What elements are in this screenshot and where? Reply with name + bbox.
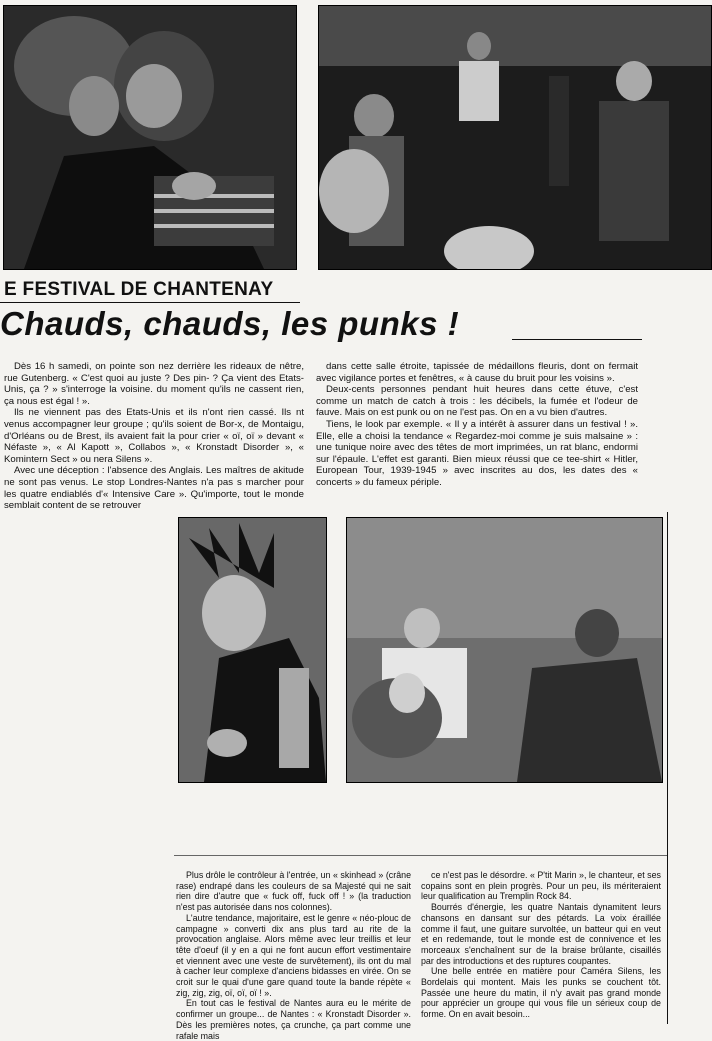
paragraph: ce n'est pas le désordre. « P'tit Marin », le chanteur, et ses copains sont en plein progrès. Pour un peu, ils mériteraient leur qualification au Tremplin Rock 84. — [421, 870, 661, 902]
crowd-dancing-photo — [318, 5, 712, 270]
paragraph: Deux-cents personnes pendant huit heures dans cette étuve, c'est comme un match de catch à trois : les décibels, la fumée et l'odeur de fauve. Mais on est punk ou on ne l'est pas. On en a vu bien d'autres. — [316, 384, 638, 419]
article-headline: Chauds, chauds, les punks ! — [0, 305, 460, 342]
paragraph: Bourrés d'énergie, les quatre Nantais dynamitent leurs chansons en dansant sur des pétards. La voix éraillée comme il faut, une guitare survoltée, un batteur qui en veut et en redemande, tout le monde est de connivence et les morceaux s'enchaînent sur de la braise brûlante, cisaillés par des introductions et des ruptures coupantes. — [421, 902, 661, 966]
section-divider — [174, 855, 667, 856]
top-left-column — [4, 361, 304, 512]
paragraph: En tout cas le festival de Nantes aura eu le mérite de confirmer un groupe... de Nantes : « Kronstadt Disorder ». Dès les premières notes, ça crunche, ça part comme une rafale mais — [176, 998, 411, 1041]
mohawk-skinhead-photo — [178, 517, 327, 783]
article-kicker: E FESTIVAL DE CHANTENAY — [4, 279, 274, 300]
headline-trailing-rule — [512, 339, 642, 340]
paragraph: Avec une déception : l'absence des Anglais. Les maîtres de akitude ne sont pas venus. Le stop Londres-Nantes n'a pas s marcher pour les quatre endiablés d'« Intensive Care ». Qu'importe, tout le monde semblait content de se retrouver — [4, 465, 304, 512]
top-right-column — [316, 361, 638, 489]
paragraph: Une belle entrée en matière pour Caméra Silens, les Bordelais qui montent. Mais les punks se couchent tôt. Passée une heure du matin, il n'y avait pas grand monde pour apprécier un groupe qui vous file un sérieux coup de forme. On en avait besoin... — [421, 966, 661, 1020]
paragraph: dans cette salle étroite, tapissée de médaillons fleuris, dont on fermait avec vigilance portes et fenêtres, « à cause du bruit pour les voisins ». — [316, 361, 638, 384]
paragraph: Plus drôle le contrôleur à l'entrée, un « skinhead » (crâne rase) endrapé dans les couleurs de sa Majesté qui ne sait rien dire d'autre que « fuck off, fuck off ! » (la traduction n'est pas autorisée dans nos colonnes). — [176, 870, 411, 913]
punk-couple-photo — [3, 5, 297, 270]
band-singer-photo — [346, 517, 663, 783]
paragraph: Dès 16 h samedi, on pointe son nez derrière les rideaux de nêtre, rue Gutenberg. « C'est quoi au juste ? Des pin- ? Ça vient des Etats-Unis, ça ? » s'interroge la voisine. du moment qu'ils ne cassent rien, ça nous est égal ! ». — [4, 361, 304, 407]
bottom-right-column — [421, 870, 661, 1020]
paragraph: L'autre tendance, majoritaire, est le genre « néo-plouc de campagne » converti dix ans plus tard au rite de la provocation anglaise. Alors même avec leur treillis et leur tête d'oeuf (il y en a qui ne font aucun effort vestimentaire et viennent avec une veste de survêtement), ils ont du mal à cacher leur complexe d'anciens bidasses en virée. On se croit sur le quai d'une gare quand toute la bande répète « zig, zig, zig, oï, oï, oï ! ». — [176, 912, 411, 998]
column-divider — [667, 512, 668, 1024]
paragraph: Ils ne viennent pas des Etats-Unis et ils n'ont rien cassé. Ils nt venus accompagner leur groupe ; qu'ils soient de Bor-x, de Montaigu, d'Orléans ou de Brest, ils avaient fait la pour crier « oï, oï » devant « Néfaste », « Al Kapott », Collabos », « Kronstadt Disorder », « Komintern Sect » ou nera Silens ». — [4, 407, 304, 465]
bottom-left-column — [176, 870, 411, 1041]
paragraph: Tiens, le look par exemple. « Il y a intérêt à assurer dans un festival ! ». Elle, elle a choisi la tendance « Regardez-moi comme je suis malsaine » : une tunique noire avec des têtes de mort imprimées, un rat blanc, endormi sur l'épaule. L'effet est garanti. Bien mieux réussi que ce tee-shirt « Hitler, European Tour, 1939-1945 » avec inscrites au dos, les dates des « concerts » du fameux périple. — [316, 418, 638, 488]
kicker-rule — [0, 302, 300, 303]
